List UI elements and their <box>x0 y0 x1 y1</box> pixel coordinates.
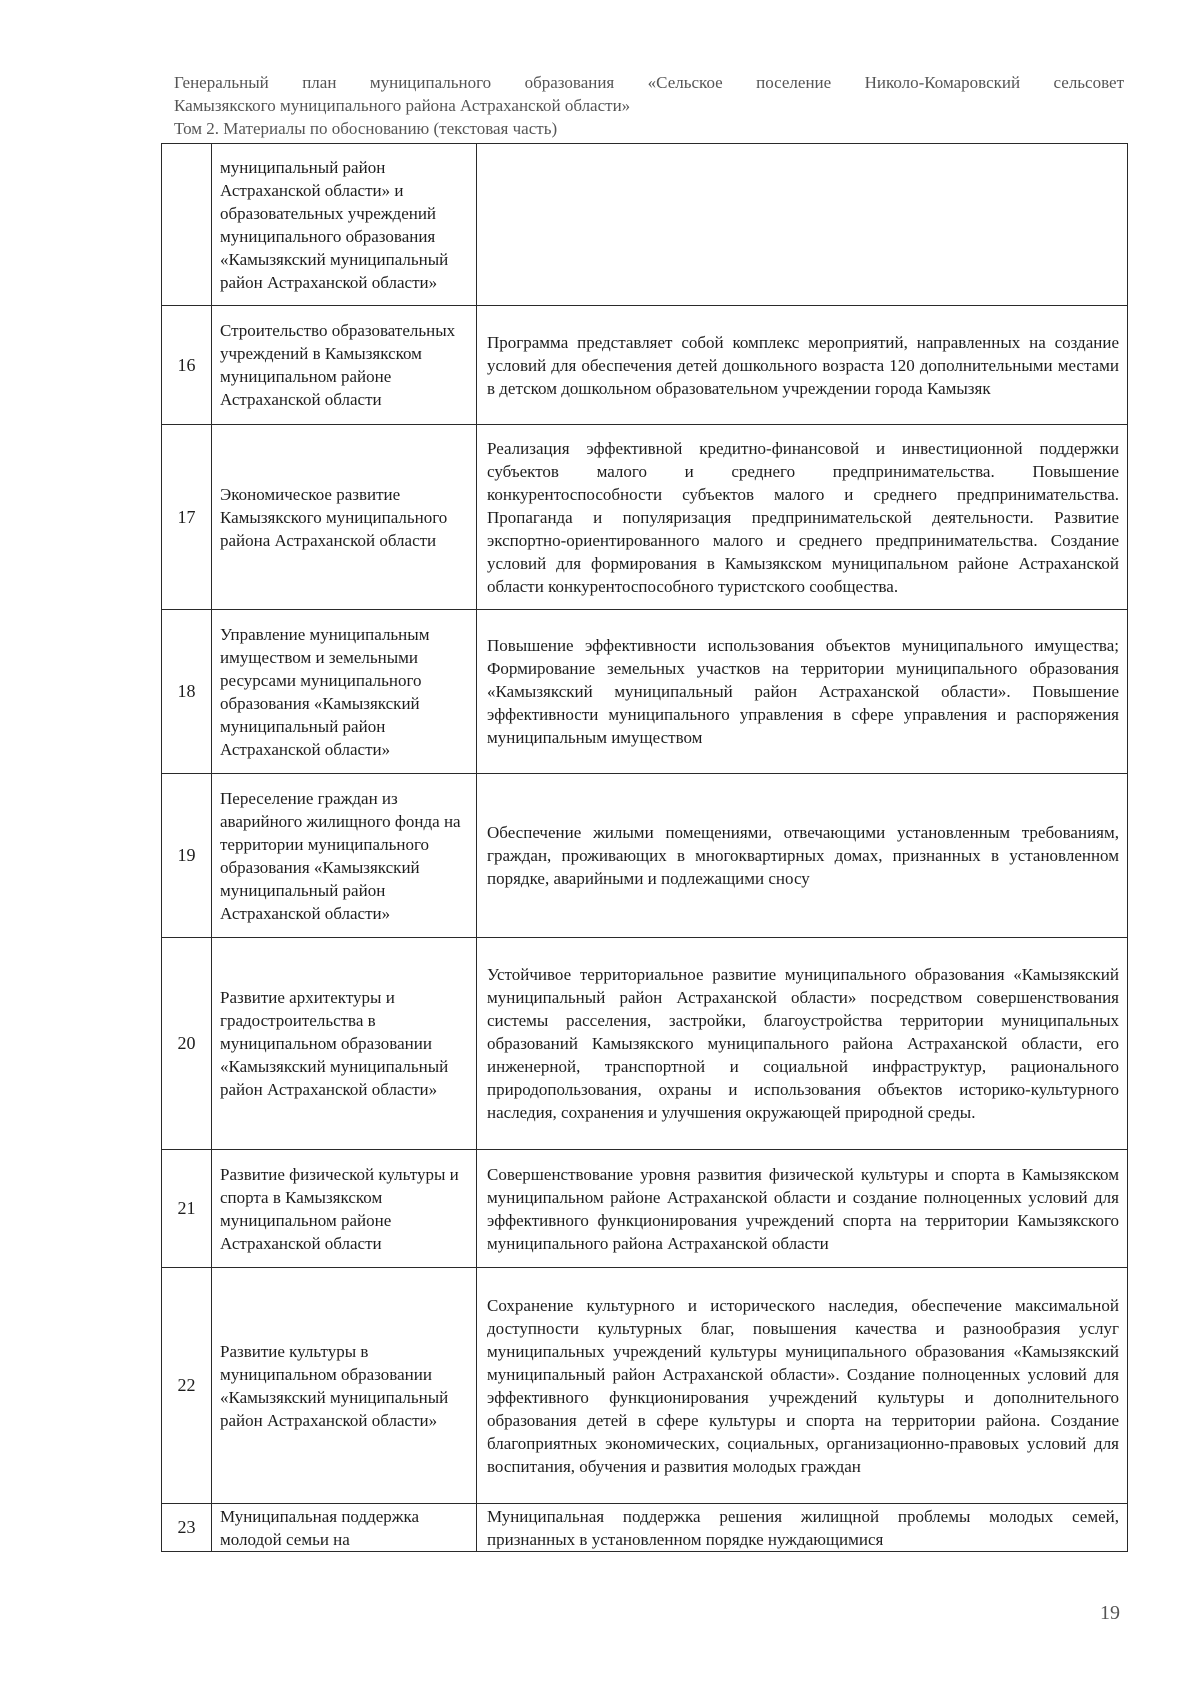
program-description: Программа представляет собой комплекс мероприятий, направленных на создание условий для обеспечения детей дошкольного возраста 120 дополнительными местами в детском дошкольном образовательном учреждении города Камызяк <box>477 306 1128 425</box>
row-number: 19 <box>162 774 212 938</box>
program-name: Развитие физической культуры и спорта в Камызякском муниципальном районе Астраханской области <box>212 1150 477 1268</box>
table-row <box>162 1504 1128 1552</box>
program-description: Совершенствование уровня развития физической культуры и спорта в Камызякском муниципальном районе Астраханской области и создание полноценных условий для эффективного функционирования учреждений спорта на территории Камызякского муниципального района Астраханской области <box>477 1150 1128 1268</box>
program-description: Обеспечение жилыми помещениями, отвечающими установленным требованиям, граждан, проживающих в многоквартирных домах, признанных в установленном порядке, аварийными и подлежащими сносу <box>477 774 1128 938</box>
table-row <box>162 306 1128 425</box>
program-name: Экономическое развитие Камызякского муниципального района Астраханской области <box>212 425 477 610</box>
program-description: Реализация эффективной кредитно-финансовой и инвестиционной поддержки субъектов малого и среднего предпринимательства. Повышение конкурентоспособности субъектов малого и среднего предпринимательства. Пропаганда и популяризация предпринимательской деятельности. Развитие экспортно-ориентированного малого и среднего предпринимательства. Создание условий для формирования в Камызякском муниципальном районе Астраханской области конкурентоспособного туристского сообщества. <box>477 425 1128 610</box>
program-description: Устойчивое территориальное развитие муниципального образования «Камызякский муниципальный район Астраханской области» посредством совершенствования системы расселения, застройки, благоустройства территории муниципальных образований Камызякского муниципального района Астраханской области, его инженерной, транспортной и социальной инфраструктур, рационального природопользования, охраны и использования объектов историко-культурного наследия, сохранения и улучшения окружающей природной среды. <box>477 938 1128 1150</box>
header-line-2: Камызякского муниципального района Астраханской области» <box>174 96 631 115</box>
row-number: 20 <box>162 938 212 1150</box>
row-number: 16 <box>162 306 212 425</box>
program-name: Развитие архитектуры и градостроительства в муниципальном образовании «Камызякский муниципальный район Астраханской области» <box>212 938 477 1150</box>
running-header <box>174 71 1124 140</box>
row-number: 18 <box>162 610 212 774</box>
row-number <box>162 144 212 306</box>
table-row <box>162 425 1128 610</box>
program-name: Строительство образовательных учреждений в Камызякском муниципальном районе Астраханской области <box>212 306 477 425</box>
table-row <box>162 144 1128 306</box>
table-row <box>162 1150 1128 1268</box>
program-description <box>477 144 1128 306</box>
header-line-3: Том 2. Материалы по обоснованию (текстовая часть) <box>174 119 558 138</box>
page-number: 19 <box>1100 1602 1120 1624</box>
program-name: муниципальный район Астраханской области» и образовательных учреждений муниципального образования «Камызякский муниципальный район Астраханской области» <box>212 144 477 306</box>
row-number: 21 <box>162 1150 212 1268</box>
table-row <box>162 938 1128 1150</box>
program-name: Муниципальная поддержка молодой семьи на <box>212 1504 477 1552</box>
row-number: 17 <box>162 425 212 610</box>
program-description: Муниципальная поддержка решения жилищной проблемы молодых семей, признанных в установленном порядке нуждающимися <box>477 1504 1128 1552</box>
program-name: Развитие культуры в муниципальном образовании «Камызякский муниципальный район Астраханской области» <box>212 1268 477 1504</box>
program-description: Повышение эффективности использования объектов муниципального имущества; Формирование земельных участков на территории муниципального образования «Камызякский муниципальный район Астраханской области». Повышение эффективности муниципального управления в сфере управления и распоряжения муниципальным имуществом <box>477 610 1128 774</box>
table-row <box>162 774 1128 938</box>
table-row <box>162 1268 1128 1504</box>
table-row <box>162 610 1128 774</box>
program-name: Переселение граждан из аварийного жилищного фонда на территории муниципального образования «Камызякский муниципальный район Астраханской области» <box>212 774 477 938</box>
header-line-1: Генеральный план муниципального образования «Сельское поселение Николо-Комаровский сельсовет <box>174 73 1124 92</box>
program-name: Управление муниципальным имуществом и земельными ресурсами муниципального образования «Камызякский муниципальный район Астраханской области» <box>212 610 477 774</box>
program-description: Сохранение культурного и исторического наследия, обеспечение максимальной доступности культурных благ, повышения качества и разнообразия услуг муниципальных учреждений культуры муниципального образования «Камызякский муниципальный район Астраханской области». Создание полноценных условий для эффективного функционирования учреждений культуры и дополнительного образования детей в сфере культуры и спорта на территории района. Создание благоприятных экономических, социальных, организационно-правовых условий для воспитания, обучения и развития молодых граждан <box>477 1268 1128 1504</box>
row-number: 22 <box>162 1268 212 1504</box>
programs-table <box>161 143 1128 1552</box>
row-number: 23 <box>162 1504 212 1552</box>
